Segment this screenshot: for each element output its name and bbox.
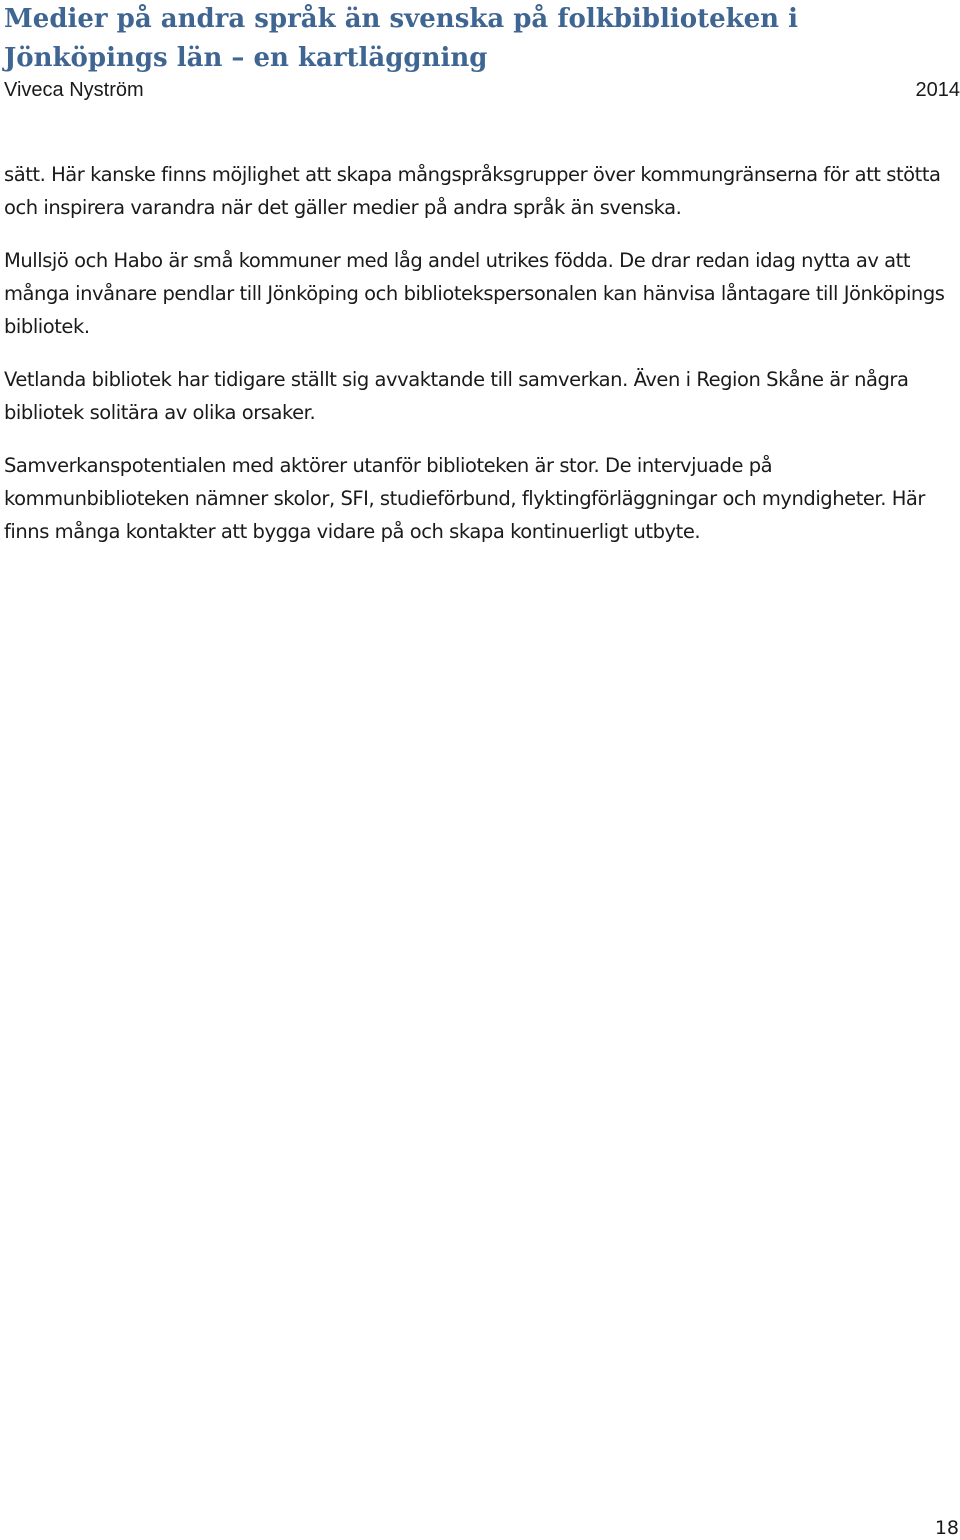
paragraph: Vetlanda bibliotek har tidigare ställt sig avvaktande till samverkan. Även i Region Skåne är några bibliotek solitära av olika orsaker.: [4, 363, 954, 429]
paragraph: sätt. Här kanske finns möjlighet att skapa mångspråksgrupper över kommungränserna för att stötta och inspirera varandra när det gäller medier på andra språk än svenska.: [4, 158, 954, 224]
paragraph: Samverkanspotentialen med aktörer utanför biblioteken är stor. De intervjuade på kommunbiblioteken nämner skolor, SFI, studieförbund, flyktingförläggningar och myndigheter. Här finns många kontakter att bygga vidare på och skapa kontinuerligt utbyte.: [4, 449, 954, 548]
page-number: 18: [935, 1516, 959, 1540]
document-title: Medier på andra språk än svenska på folkbiblioteken i Jönköpings län – en kartläggning: [4, 0, 954, 78]
header-year: 2014: [916, 76, 960, 104]
paragraph: Mullsjö och Habo är små kommuner med låg andel utrikes födda. De drar redan idag nytta av att många invånare pendlar till Jönköping och bibliotekspersonalen kan hänvisa låntagare till Jönköpings bibliotek.: [4, 244, 954, 343]
header-author: Viveca Nyström: [4, 76, 144, 104]
running-header: [4, 76, 960, 104]
body-text: [4, 158, 954, 568]
